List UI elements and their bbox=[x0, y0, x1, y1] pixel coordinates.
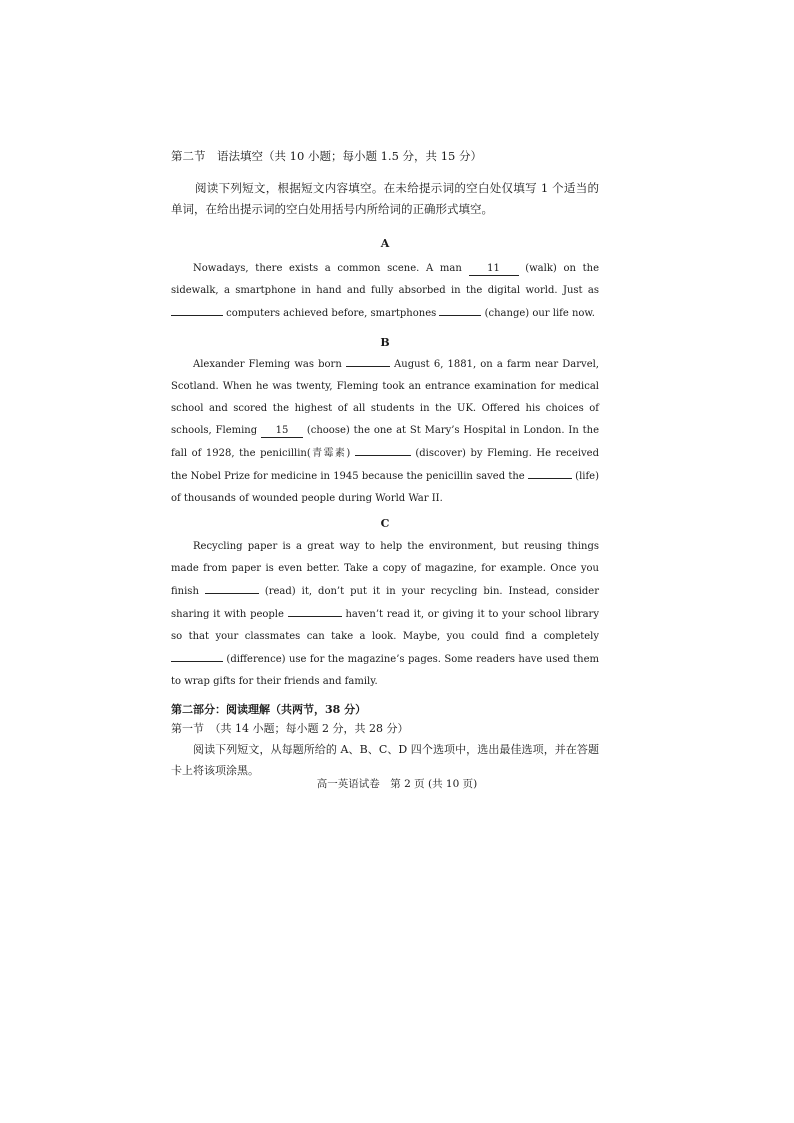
passage-a-text bbox=[171, 258, 599, 325]
blank-17[interactable] bbox=[528, 465, 572, 479]
passage-a-text-1: Nowadays, there exists a common scene. A man bbox=[193, 263, 469, 274]
passage-b-text bbox=[171, 353, 599, 510]
passage-c-label: C bbox=[380, 517, 390, 530]
section2-title: 第二节 语法填空（共 10 小题；每小题 1.5 分，共 15 分） bbox=[171, 149, 482, 163]
part2-section1-title: 第一节 （共 14 小题；每小题 2 分，共 28 分） bbox=[171, 722, 409, 735]
blank-15[interactable]: 15 bbox=[261, 424, 303, 438]
passage-c-text-2: (read) it, don’t put it in your recycling bin. Instead, consider sharing it with people bbox=[171, 586, 600, 620]
passage-a-text-2: (walk) on the sidewalk, a smartphone in hand and fully absorbed in the digital world. Just as bbox=[171, 263, 599, 296]
passage-b-text-4: (discover) by Fleming. He received the Nobel Prize for medicine in 1945 because the penicillin saved the bbox=[171, 448, 599, 482]
passage-c-text-4: (difference) use for the magazine’s pages. Some readers have used them to wrap gifts for their friends and family. bbox=[171, 654, 599, 687]
passage-a-text-3: computers achieved before, smartphones bbox=[223, 308, 440, 319]
passage-a-label: A bbox=[380, 237, 390, 250]
page-footer: 高一英语试卷 第 2 页 (共 10 页) bbox=[316, 778, 478, 790]
passage-b-text-3: (choose) the one at St Mary’s Hospital in London. In the fall of 1928, the penicillin(青霉素) bbox=[171, 425, 599, 459]
blank-19[interactable] bbox=[288, 603, 342, 617]
passage-c-text bbox=[171, 536, 599, 693]
passage-b-text-1: Alexander Fleming was born bbox=[193, 359, 346, 370]
passage-b-label: B bbox=[380, 336, 390, 349]
blank-20[interactable] bbox=[171, 648, 223, 662]
passage-c-text-3: haven’t read it, or giving it to your school library so that your classmates can take a look. Maybe, you could find a completely bbox=[171, 609, 599, 642]
passage-c-text-1: Recycling paper is a great way to help the environment, but reusing things made from paper is even better. Take a copy of magazine, for example. Once you finish bbox=[171, 541, 599, 597]
part2-instructions: 阅读下列短文，从每题所给的 A、B、C、D 四个选项中，选出最佳选项，并在答题卡上将该项涂黑。 bbox=[171, 743, 599, 777]
blank-16[interactable] bbox=[355, 442, 411, 456]
blank-13[interactable] bbox=[439, 302, 481, 316]
part2-title: 第二部分：阅读理解（共两节，38 分） bbox=[171, 703, 367, 716]
passage-a-text-4: (change) our life now. bbox=[481, 308, 595, 319]
passage-b-text-2: August 6, 1881, on a farm near Darvel, Scotland. When he was twenty, Fleming took an entrance examination for medical school and scored the highest of all students in the UK. Offered his choices of schools, Fleming bbox=[171, 359, 599, 436]
blank-11[interactable]: 11 bbox=[469, 262, 519, 276]
page-content bbox=[171, 147, 599, 781]
passage-b-text-5: (life) of thousands of wounded people during World War II. bbox=[171, 471, 599, 504]
blank-12[interactable] bbox=[171, 302, 223, 316]
section2-instructions: 阅读下列短文，根据短文内容填空。在未给提示词的空白处仅填写 1 个适当的单词，在给出提示词的空白处用括号内所给词的正确形式填空。 bbox=[171, 181, 599, 216]
blank-14[interactable] bbox=[346, 353, 390, 367]
blank-18[interactable] bbox=[205, 580, 259, 594]
